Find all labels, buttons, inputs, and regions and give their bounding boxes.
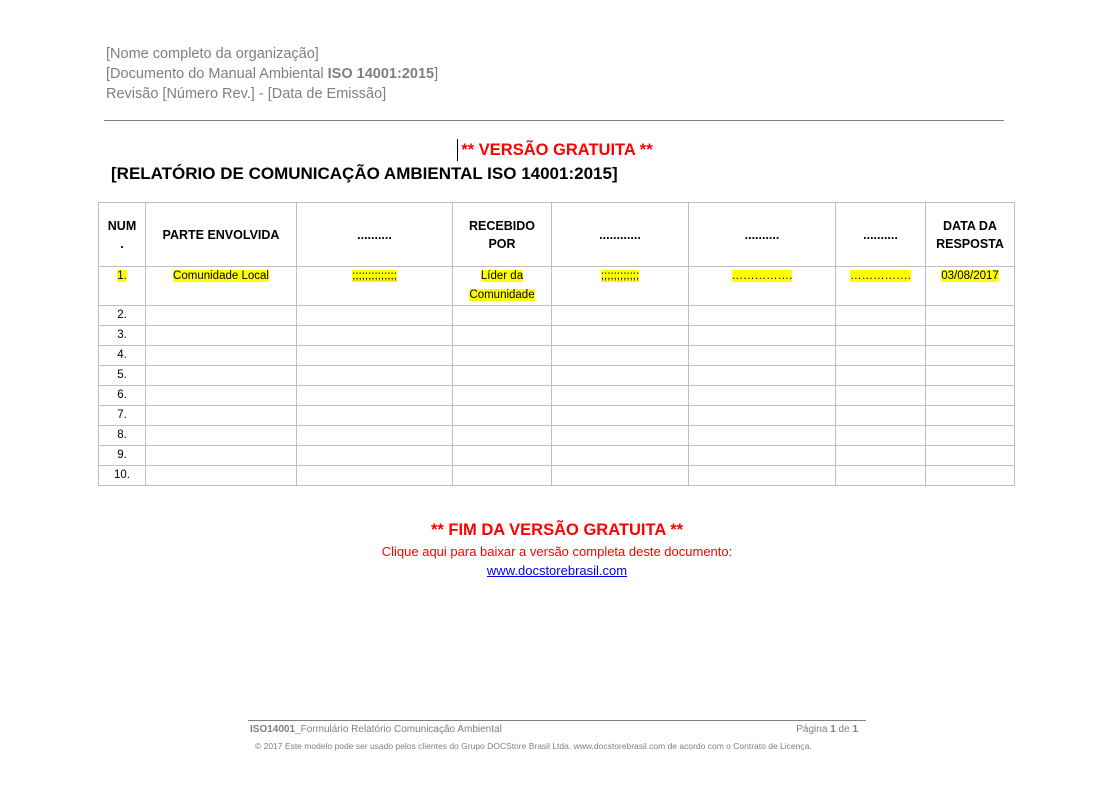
table-cell[interactable]	[453, 346, 552, 366]
document-title[interactable]: [RELATÓRIO DE COMUNICAÇÃO AMBIENTAL ISO 14001:2015]	[111, 164, 618, 183]
row-number[interactable]: 6.	[99, 386, 146, 406]
col-header-3: ..........	[297, 203, 453, 267]
table-cell[interactable]	[926, 426, 1015, 446]
footer-divider	[248, 720, 866, 721]
table-cell[interactable]	[552, 386, 689, 406]
table-cell[interactable]	[689, 366, 836, 386]
row-number[interactable]: 4.	[99, 346, 146, 366]
table-row	[99, 406, 1015, 426]
communication-table	[98, 202, 1015, 486]
row-number[interactable]: 9.	[99, 446, 146, 466]
row-number[interactable]: 5.	[99, 366, 146, 386]
table-cell[interactable]: 03/08/2017	[926, 267, 1015, 306]
col-header-received-by: RECEBIDO POR	[453, 203, 552, 267]
table-cell[interactable]	[453, 386, 552, 406]
table-cell[interactable]	[926, 466, 1015, 486]
table-cell[interactable]	[297, 366, 453, 386]
row-number[interactable]: 10.	[99, 466, 146, 486]
table-row	[99, 466, 1015, 486]
table-cell[interactable]	[836, 426, 926, 446]
row-number[interactable]: 7.	[99, 406, 146, 426]
free-version-title: ** VERSÃO GRATUITA **	[461, 141, 653, 159]
table-cell[interactable]	[297, 426, 453, 446]
table-cell[interactable]	[689, 346, 836, 366]
row-number[interactable]: 3.	[99, 326, 146, 346]
table-cell[interactable]	[552, 466, 689, 486]
table-cell[interactable]	[146, 326, 297, 346]
table-cell[interactable]	[297, 346, 453, 366]
table-cell[interactable]	[453, 466, 552, 486]
table-cell[interactable]	[836, 386, 926, 406]
table-cell[interactable]	[297, 446, 453, 466]
table-cell[interactable]	[689, 306, 836, 326]
manual-doc-line: [Documento do Manual Ambiental ISO 14001:2015]	[106, 66, 439, 82]
table-cell[interactable]	[926, 326, 1015, 346]
table-cell[interactable]	[453, 306, 552, 326]
table-cell[interactable]	[453, 366, 552, 386]
table-cell[interactable]	[453, 326, 552, 346]
header-divider	[104, 120, 1004, 121]
table-cell[interactable]	[297, 466, 453, 486]
table-cell[interactable]: ;;;;;;;;;;;;	[552, 267, 689, 306]
table-cell[interactable]	[297, 306, 453, 326]
table-cell[interactable]	[689, 466, 836, 486]
footer-form-name: ISO14001_Formulário Relatório Comunicação Ambiental	[250, 724, 502, 735]
download-prompt[interactable]: Clique aqui para baixar a versão completa deste documento:	[381, 544, 733, 559]
table-cell[interactable]	[552, 446, 689, 466]
table-cell[interactable]	[453, 406, 552, 426]
table-cell[interactable]	[926, 446, 1015, 466]
table-cell[interactable]: …………….	[836, 267, 926, 306]
org-name: [Nome completo da organização]	[106, 46, 319, 62]
table-cell[interactable]	[689, 426, 836, 446]
table-header-row	[99, 203, 1015, 267]
table-row	[99, 306, 1015, 326]
table-row	[99, 346, 1015, 366]
table-cell[interactable]	[146, 386, 297, 406]
table-cell[interactable]	[552, 346, 689, 366]
col-header-response-date: DATA DA RESPOSTA	[926, 203, 1015, 267]
table-cell[interactable]	[453, 446, 552, 466]
footer-copyright: © 2017 Este modelo pode ser usado pelos clientes do Grupo DOCStore Brasil Ltda. www.docstorebrasil.com de acordo com o Contrato de Licença.	[255, 741, 812, 751]
table-row	[99, 326, 1015, 346]
table-cell[interactable]	[836, 326, 926, 346]
table-cell[interactable]	[552, 306, 689, 326]
col-header-party: PARTE ENVOLVIDA	[146, 203, 297, 267]
table-cell[interactable]	[689, 406, 836, 426]
table-cell[interactable]	[146, 306, 297, 326]
table-row	[99, 426, 1015, 446]
col-header-num: NUM .	[99, 203, 146, 267]
end-free-version-title: ** FIM DA VERSÃO GRATUITA **	[430, 521, 684, 539]
table-cell[interactable]	[926, 346, 1015, 366]
table-cell[interactable]	[926, 406, 1015, 426]
table-cell[interactable]	[453, 426, 552, 446]
table-cell[interactable]	[836, 346, 926, 366]
footer-page-number: Página 1 de 1	[796, 724, 858, 735]
table-cell[interactable]	[836, 446, 926, 466]
table-cell[interactable]	[146, 406, 297, 426]
table-cell[interactable]	[552, 326, 689, 346]
revision-line: Revisão [Número Rev.] - [Data de Emissão]	[106, 86, 387, 102]
table-cell[interactable]	[689, 446, 836, 466]
table-cell[interactable]	[146, 366, 297, 386]
table-row	[99, 386, 1015, 406]
table-cell[interactable]	[836, 306, 926, 326]
table-cell[interactable]: 1.	[99, 267, 146, 306]
table-cell[interactable]	[146, 426, 297, 446]
table-row	[99, 267, 1015, 306]
table-cell[interactable]: …………….	[689, 267, 836, 306]
col-header-7: ..........	[836, 203, 926, 267]
col-header-5: ............	[552, 203, 689, 267]
document-header	[106, 44, 438, 104]
table-cell[interactable]	[689, 386, 836, 406]
row-number[interactable]: 2.	[99, 306, 146, 326]
table-cell[interactable]	[836, 366, 926, 386]
table-cell[interactable]	[926, 306, 1015, 326]
table-row	[99, 446, 1015, 466]
table-cell[interactable]	[146, 346, 297, 366]
table-cell[interactable]	[552, 426, 689, 446]
table-cell[interactable]	[552, 406, 689, 426]
download-link[interactable]: www.docstorebrasil.com	[486, 563, 628, 578]
table-cell[interactable]	[146, 446, 297, 466]
table-cell[interactable]	[689, 326, 836, 346]
col-header-6: ..........	[689, 203, 836, 267]
table-cell[interactable]	[297, 386, 453, 406]
table-cell[interactable]: Comunidade Local	[146, 267, 297, 306]
table-cell[interactable]	[552, 366, 689, 386]
table-cell[interactable]	[297, 406, 453, 426]
table-row	[99, 366, 1015, 386]
table-cell[interactable]	[836, 406, 926, 426]
table-cell[interactable]	[926, 386, 1015, 406]
table-cell[interactable]	[926, 366, 1015, 386]
row-number[interactable]: 8.	[99, 426, 146, 446]
table-cell[interactable]: Líder da Comunidade	[453, 267, 552, 306]
table-cell[interactable]	[297, 326, 453, 346]
table-cell[interactable]: ;;;;;;;;;;;;;;	[297, 267, 453, 306]
table-cell[interactable]	[836, 466, 926, 486]
table-cell[interactable]	[146, 466, 297, 486]
